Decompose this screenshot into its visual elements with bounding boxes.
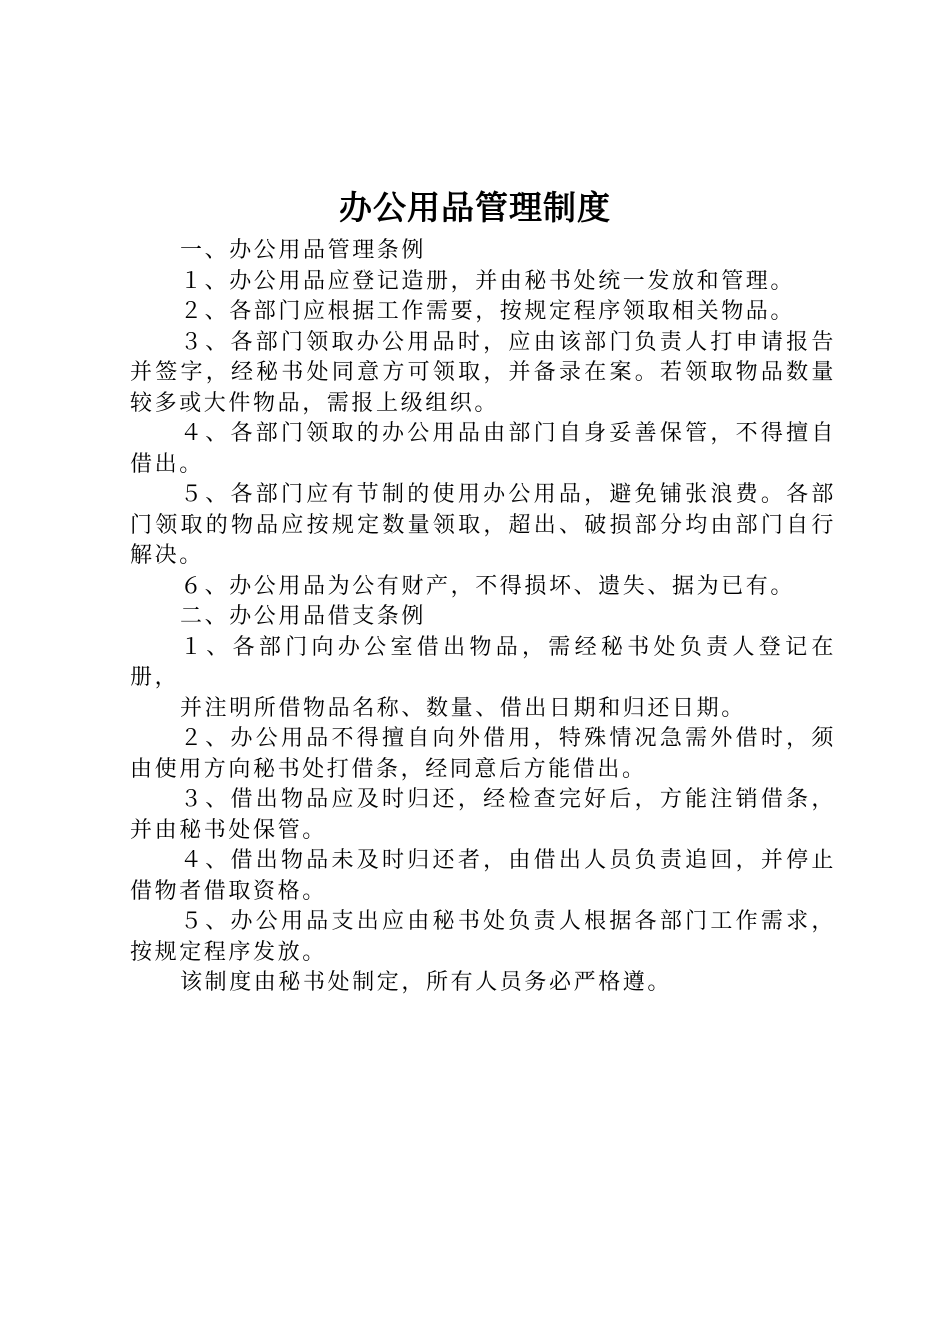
closing-statement: 该制度由秘书处制定，所有人员务必严格遵。: [180, 970, 673, 995]
clause-paragraph: ３、借出物品应及时归还，经检查完好后，方能注销借条，并由秘书处保管。: [130, 787, 836, 843]
clause-paragraph: ２、办公用品不得擅自向外借用，特殊情况急需外借时，须由使用方向秘书处打借条，经同意后方能借出。: [130, 726, 836, 782]
section-heading-management: 一、办公用品管理条例: [180, 238, 427, 263]
document-title: 办公用品管理制度: [339, 188, 611, 227]
clause-paragraph: ２、各部门应根据工作需要，按规定程序领取相关物品。: [180, 299, 796, 324]
clause-paragraph: ３、各部门领取办公用品时，应由该部门负责人打申请报告并签字，经秘书处同意方可领取，并备录在案。若领取物品数量较多或大件物品，需报上级组织。: [130, 329, 836, 416]
document-body: [130, 236, 836, 999]
clause-paragraph: １、各部门向办公室借出物品，需经秘书处负责人登记在册，: [130, 634, 836, 690]
clause-paragraph: ５、办公用品支出应由秘书处负责人根据各部门工作需求，按规定程序发放。: [130, 909, 836, 965]
clause-paragraph: １、办公用品应登记造册，并由秘书处统一发放和管理。: [180, 268, 796, 294]
clause-paragraph: ５、各部门应有节制的使用办公用品，避免铺张浪费。各部门领取的物品应按规定数量领取，超出、破损部分均由部门自行解决。: [130, 482, 836, 568]
clause-paragraph: ４、借出物品未及时归还者，由借出人员负责追回，并停止借物者借取资格。: [130, 848, 836, 904]
section-heading-borrowing: 二、办公用品借支条例: [180, 604, 427, 629]
clause-paragraph: ６、办公用品为公有财产，不得损坏、遗失、据为已有。: [180, 573, 796, 599]
clause-paragraph: ４、各部门领取的办公用品由部门自身妥善保管，不得擅自借出。: [130, 421, 836, 477]
clause-paragraph: 并注明所借物品名称、数量、借出日期和归还日期。: [180, 695, 746, 721]
